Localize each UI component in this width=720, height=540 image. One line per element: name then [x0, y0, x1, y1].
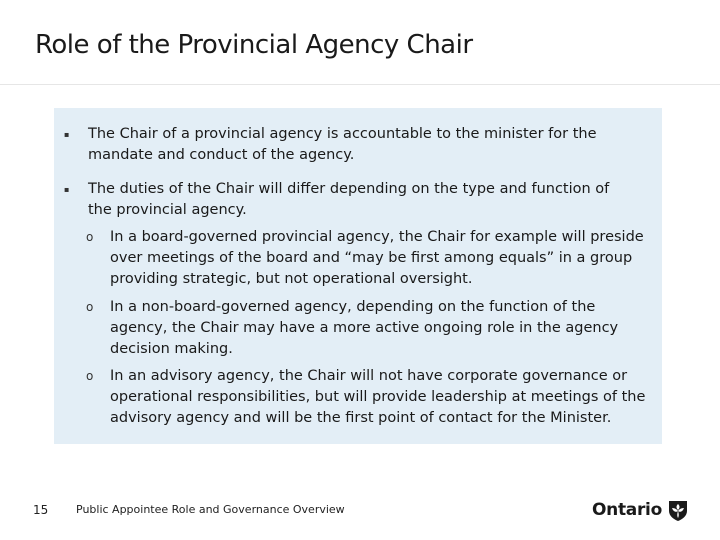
- sub-bullet-text: In a board-governed provincial agency, the Chair for example will preside over meetings of the board and “may be first among equals” in a group providing strategic, but not operational oversight.: [110, 229, 644, 287]
- ontario-logo: [592, 494, 696, 526]
- sub-bullet-item: [86, 366, 646, 429]
- slide-title: Role of the Provincial Agency Chair: [35, 30, 473, 60]
- sub-bullet-item: [86, 297, 646, 360]
- page-number: 15: [33, 503, 49, 517]
- square-bullet-icon: ▪: [64, 185, 70, 194]
- footer-text: Public Appointee Role and Governance Overview: [76, 503, 345, 516]
- content-box: [54, 108, 662, 444]
- bullet-item: [64, 124, 634, 166]
- circle-bullet-icon: o: [86, 230, 94, 244]
- circle-bullet-icon: o: [86, 369, 94, 383]
- bullet-text: The duties of the Chair will differ depending on the type and function of the provincial agency.: [88, 181, 610, 218]
- circle-bullet-icon: o: [86, 300, 94, 314]
- bullet-text: The Chair of a provincial agency is accountable to the minister for the mandate and conduct of the agency.: [88, 126, 597, 163]
- bullet-item: [64, 179, 634, 221]
- logo-wordmark: Ontario: [592, 500, 662, 520]
- square-bullet-icon: ▪: [64, 130, 70, 139]
- sub-bullet-item: [86, 227, 646, 290]
- trillium-icon: [667, 498, 689, 522]
- sub-bullet-text: In a non-board-governed agency, depending on the function of the agency, the Chair may have a more active ongoing role in the agency decision making.: [110, 299, 619, 357]
- title-divider: [0, 84, 720, 85]
- sub-bullet-text: In an advisory agency, the Chair will not have corporate governance or operational responsibilities, but will provide leadership at meetings of the advisory agency and will be the first point of contact for the Minister.: [110, 368, 646, 426]
